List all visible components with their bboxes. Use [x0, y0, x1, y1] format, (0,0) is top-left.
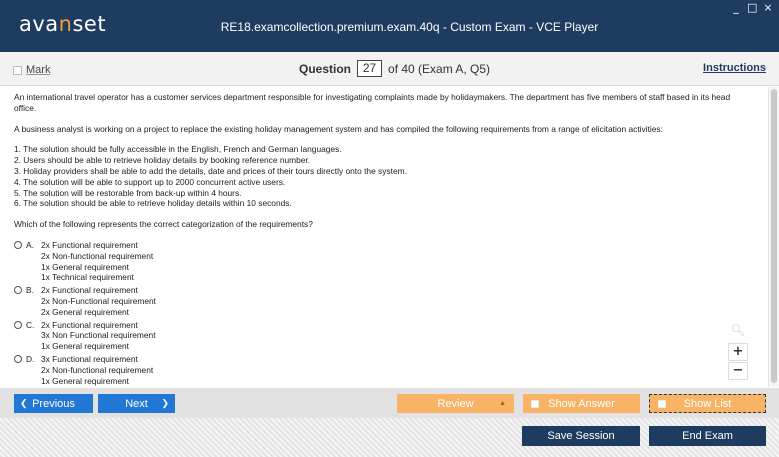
radio-button[interactable] — [14, 355, 22, 363]
triangle-up-icon: ▲ — [499, 400, 506, 407]
window-controls — [731, 3, 773, 13]
close-icon[interactable]: × — [763, 1, 773, 14]
requirement-item: 5. The solution will be restorable from back-up within 4 hours. — [14, 187, 242, 198]
show-answer-button[interactable] — [523, 394, 640, 413]
question-bar — [0, 52, 779, 86]
option-line: 1x Technical requirement — [41, 272, 134, 283]
question-content — [0, 87, 768, 387]
question-number-input[interactable]: 27 — [357, 60, 382, 77]
title-bar — [0, 0, 779, 52]
requirements-list — [14, 144, 754, 209]
option-letter: A. — [26, 239, 34, 250]
option-line: 1x General requirement — [41, 375, 129, 386]
next-button[interactable] — [98, 394, 175, 413]
content-scrollbar[interactable] — [768, 87, 779, 387]
option-line: 2x Non-Functional requirement — [41, 295, 156, 306]
option-line: 1x General requirement — [41, 261, 129, 272]
requirement-item: 4. The solution will be able to support up to 2000 concurrent active users. — [14, 176, 286, 187]
previous-label: Previous — [32, 397, 75, 410]
show-answer-label: Show Answer — [548, 397, 615, 410]
option-line: 3x Non Functional requirement — [41, 330, 156, 341]
question-total: of 40 (Exam A, Q5) — [388, 61, 491, 76]
next-label: Next — [125, 397, 148, 410]
answer-option-d[interactable] — [14, 354, 754, 386]
requirement-item: 1. The solution should be fully accessible in the English, French and German languages. — [14, 144, 342, 155]
magnifier-icon: 🔍︎ — [730, 323, 746, 337]
review-label: Review — [437, 397, 474, 410]
mark-checkbox[interactable] — [13, 64, 50, 76]
chevron-left-icon: ❮ — [20, 398, 28, 408]
show-list-label: Show List — [683, 397, 732, 410]
show-list-button[interactable] — [649, 394, 766, 413]
window-title: RE18.examcollection.premium.exam.40q - Custom Exam - VCE Player — [220, 20, 599, 34]
checkbox-icon[interactable] — [531, 400, 539, 408]
requirement-item: 2. Users should be able to retrieve holiday details by booking reference number. — [14, 155, 311, 166]
radio-button[interactable] — [14, 286, 22, 294]
option-text — [41, 285, 156, 317]
option-line: 2x Functional requirement — [41, 239, 138, 250]
zoom-in-button[interactable]: + — [728, 343, 748, 361]
option-line: 2x General requirement — [41, 306, 129, 317]
answer-option-a[interactable] — [14, 240, 754, 283]
chevron-right-icon: ❯ — [161, 398, 169, 408]
option-line: 2x Non-functional requirement — [41, 364, 154, 375]
question-paragraph: A business analyst is working on a project to replace the existing holiday management system and has compiled the following requirements from a range of elicitation activities: — [14, 123, 663, 134]
requirement-item: 6. The solution should be able to retrieve holiday details within 10 seconds. — [14, 198, 292, 209]
checkbox-icon[interactable] — [13, 66, 22, 75]
answer-option-b[interactable] — [14, 285, 754, 317]
option-text — [41, 320, 156, 352]
requirement-item: 3. Holiday providers shall be able to add the details, date and prices of their tours directly onto the system. — [14, 165, 407, 176]
previous-button[interactable] — [14, 394, 93, 413]
instructions-link[interactable]: Instructions — [703, 62, 766, 74]
app-logo: avanset — [19, 12, 107, 36]
option-text — [41, 240, 153, 283]
option-line: 1x General requirement — [41, 341, 129, 352]
radio-button[interactable] — [14, 321, 22, 329]
option-line: 3x Functional requirement — [41, 353, 138, 364]
question-label: Question — [299, 61, 352, 76]
end-exam-button[interactable]: End Exam — [649, 426, 766, 446]
question-counter — [299, 60, 490, 77]
answer-option-c[interactable] — [14, 320, 754, 352]
mark-label[interactable]: Mark — [26, 64, 51, 76]
radio-button[interactable] — [14, 241, 22, 249]
zoom-out-button[interactable]: − — [728, 362, 748, 380]
save-session-button[interactable]: Save Session — [522, 426, 640, 446]
minimize-icon[interactable]: _ — [733, 1, 739, 14]
option-line: 2x Non-functional requirement — [41, 250, 154, 261]
option-letter: C. — [26, 319, 35, 330]
question-prompt: Which of the following represents the correct categorization of the requirements? — [14, 219, 313, 230]
option-letter: D. — [26, 353, 35, 364]
option-letter: B. — [26, 285, 34, 296]
question-paragraph: An international travel operator has a customer services department responsible for investigating complaints made by holidaymakers. The department has five members of staff based in its head office. — [14, 92, 731, 113]
checkbox-icon[interactable] — [658, 400, 666, 408]
option-text — [41, 354, 153, 386]
review-button[interactable] — [397, 394, 514, 413]
scrollbar-thumb[interactable] — [771, 89, 777, 383]
option-line: 2x Functional requirement — [41, 285, 138, 296]
option-line: 2x Functional requirement — [41, 319, 138, 330]
maximize-icon[interactable]: □ — [747, 1, 758, 14]
